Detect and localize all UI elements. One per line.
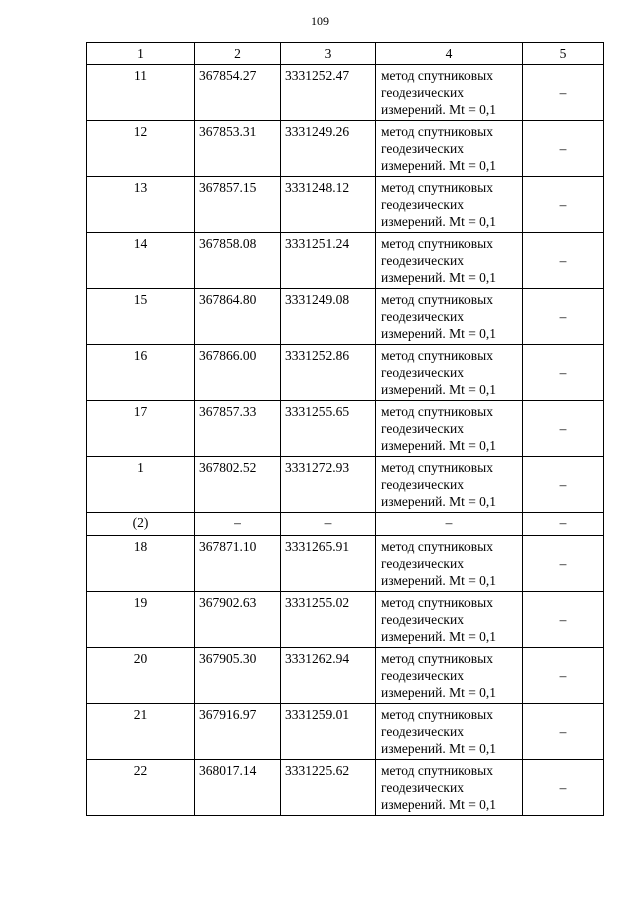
cell-coordinate-x: 367857.33 (195, 401, 281, 457)
cell-coordinate-y: 3331252.86 (281, 345, 376, 401)
cell-coordinate-y: 3331249.08 (281, 289, 376, 345)
cell-col5: – (523, 177, 604, 233)
cell-col5: – (523, 401, 604, 457)
table-row (87, 289, 604, 345)
cell-coordinate-x: 367858.08 (195, 233, 281, 289)
cell-coordinate-x: 367853.31 (195, 121, 281, 177)
cell-coordinate-y: 3331259.01 (281, 704, 376, 760)
cell-coordinate-y: 3331265.91 (281, 536, 376, 592)
cell-method: метод спутниковых геодезических измерений. Mt = 0,1 (376, 592, 523, 648)
cell-point-number: 17 (87, 401, 195, 457)
cell-col5: – (523, 121, 604, 177)
cell-point-number: 18 (87, 536, 195, 592)
cell-method: метод спутниковых геодезических измерений. Mt = 0,1 (376, 536, 523, 592)
page-number: 109 (311, 14, 329, 28)
cell-point-number: 15 (87, 289, 195, 345)
cell-method: метод спутниковых геодезических измерений. Mt = 0,1 (376, 457, 523, 513)
cell-coordinate-y: 3331225.62 (281, 760, 376, 816)
cell-coordinate-x: – (195, 513, 281, 536)
table-row (87, 233, 604, 289)
cell-coordinate-x: 367802.52 (195, 457, 281, 513)
cell-method: метод спутниковых геодезических измерений. Mt = 0,1 (376, 233, 523, 289)
cell-point-number: 20 (87, 648, 195, 704)
cell-col5: – (523, 592, 604, 648)
cell-method: метод спутниковых геодезических измерений. Mt = 0,1 (376, 65, 523, 121)
cell-coordinate-x: 367916.97 (195, 704, 281, 760)
cell-method: метод спутниковых геодезических измерений. Mt = 0,1 (376, 345, 523, 401)
cell-method: метод спутниковых геодезических измерений. Mt = 0,1 (376, 289, 523, 345)
cell-point-number: 22 (87, 760, 195, 816)
cell-coordinate-y: 3331255.65 (281, 401, 376, 457)
cell-col5: – (523, 760, 604, 816)
header-col-1: 1 (87, 43, 195, 65)
table-row (87, 401, 604, 457)
cell-coordinate-y: – (281, 513, 376, 536)
table-row (87, 121, 604, 177)
cell-coordinate-y: 3331248.12 (281, 177, 376, 233)
coordinates-table-container (86, 42, 603, 816)
cell-col5: – (523, 536, 604, 592)
cell-point-number: 12 (87, 121, 195, 177)
cell-coordinate-y: 3331255.02 (281, 592, 376, 648)
cell-method: метод спутниковых геодезических измерений. Mt = 0,1 (376, 704, 523, 760)
cell-point-number: 21 (87, 704, 195, 760)
cell-point-number: 11 (87, 65, 195, 121)
cell-col5: – (523, 457, 604, 513)
table-header-row (87, 43, 604, 65)
table-row (87, 345, 604, 401)
table-row (87, 704, 604, 760)
header-col-4: 4 (376, 43, 523, 65)
table-row (87, 592, 604, 648)
table-row (87, 536, 604, 592)
cell-col5: – (523, 648, 604, 704)
cell-coordinate-x: 367864.80 (195, 289, 281, 345)
coordinates-table (86, 42, 604, 816)
table-separator-row (87, 513, 604, 536)
cell-method: метод спутниковых геодезических измерений. Mt = 0,1 (376, 760, 523, 816)
cell-coordinate-y: 3331252.47 (281, 65, 376, 121)
cell-coordinate-x: 368017.14 (195, 760, 281, 816)
table-row (87, 177, 604, 233)
cell-col5: – (523, 65, 604, 121)
cell-coordinate-x: 367857.15 (195, 177, 281, 233)
cell-method: – (376, 513, 523, 536)
cell-point-number: (2) (87, 513, 195, 536)
cell-method: метод спутниковых геодезических измерений. Mt = 0,1 (376, 177, 523, 233)
header-col-2: 2 (195, 43, 281, 65)
cell-coordinate-y: 3331272.93 (281, 457, 376, 513)
cell-method: метод спутниковых геодезических измерений. Mt = 0,1 (376, 648, 523, 704)
header-col-3: 3 (281, 43, 376, 65)
header-col-5: 5 (523, 43, 604, 65)
cell-coordinate-y: 3331262.94 (281, 648, 376, 704)
cell-coordinate-x: 367854.27 (195, 65, 281, 121)
cell-coordinate-x: 367902.63 (195, 592, 281, 648)
cell-point-number: 1 (87, 457, 195, 513)
table-row (87, 760, 604, 816)
cell-coordinate-x: 367866.00 (195, 345, 281, 401)
cell-point-number: 16 (87, 345, 195, 401)
cell-col5: – (523, 289, 604, 345)
table-body (87, 65, 604, 816)
table-row (87, 65, 604, 121)
cell-point-number: 13 (87, 177, 195, 233)
cell-point-number: 14 (87, 233, 195, 289)
table-row (87, 648, 604, 704)
cell-coordinate-x: 367905.30 (195, 648, 281, 704)
cell-point-number: 19 (87, 592, 195, 648)
cell-method: метод спутниковых геодезических измерений. Mt = 0,1 (376, 121, 523, 177)
cell-coordinate-x: 367871.10 (195, 536, 281, 592)
cell-col5: – (523, 513, 604, 536)
cell-col5: – (523, 704, 604, 760)
cell-col5: – (523, 233, 604, 289)
table-row (87, 457, 604, 513)
cell-coordinate-y: 3331249.26 (281, 121, 376, 177)
cell-method: метод спутниковых геодезических измерений. Mt = 0,1 (376, 401, 523, 457)
cell-coordinate-y: 3331251.24 (281, 233, 376, 289)
cell-col5: – (523, 345, 604, 401)
